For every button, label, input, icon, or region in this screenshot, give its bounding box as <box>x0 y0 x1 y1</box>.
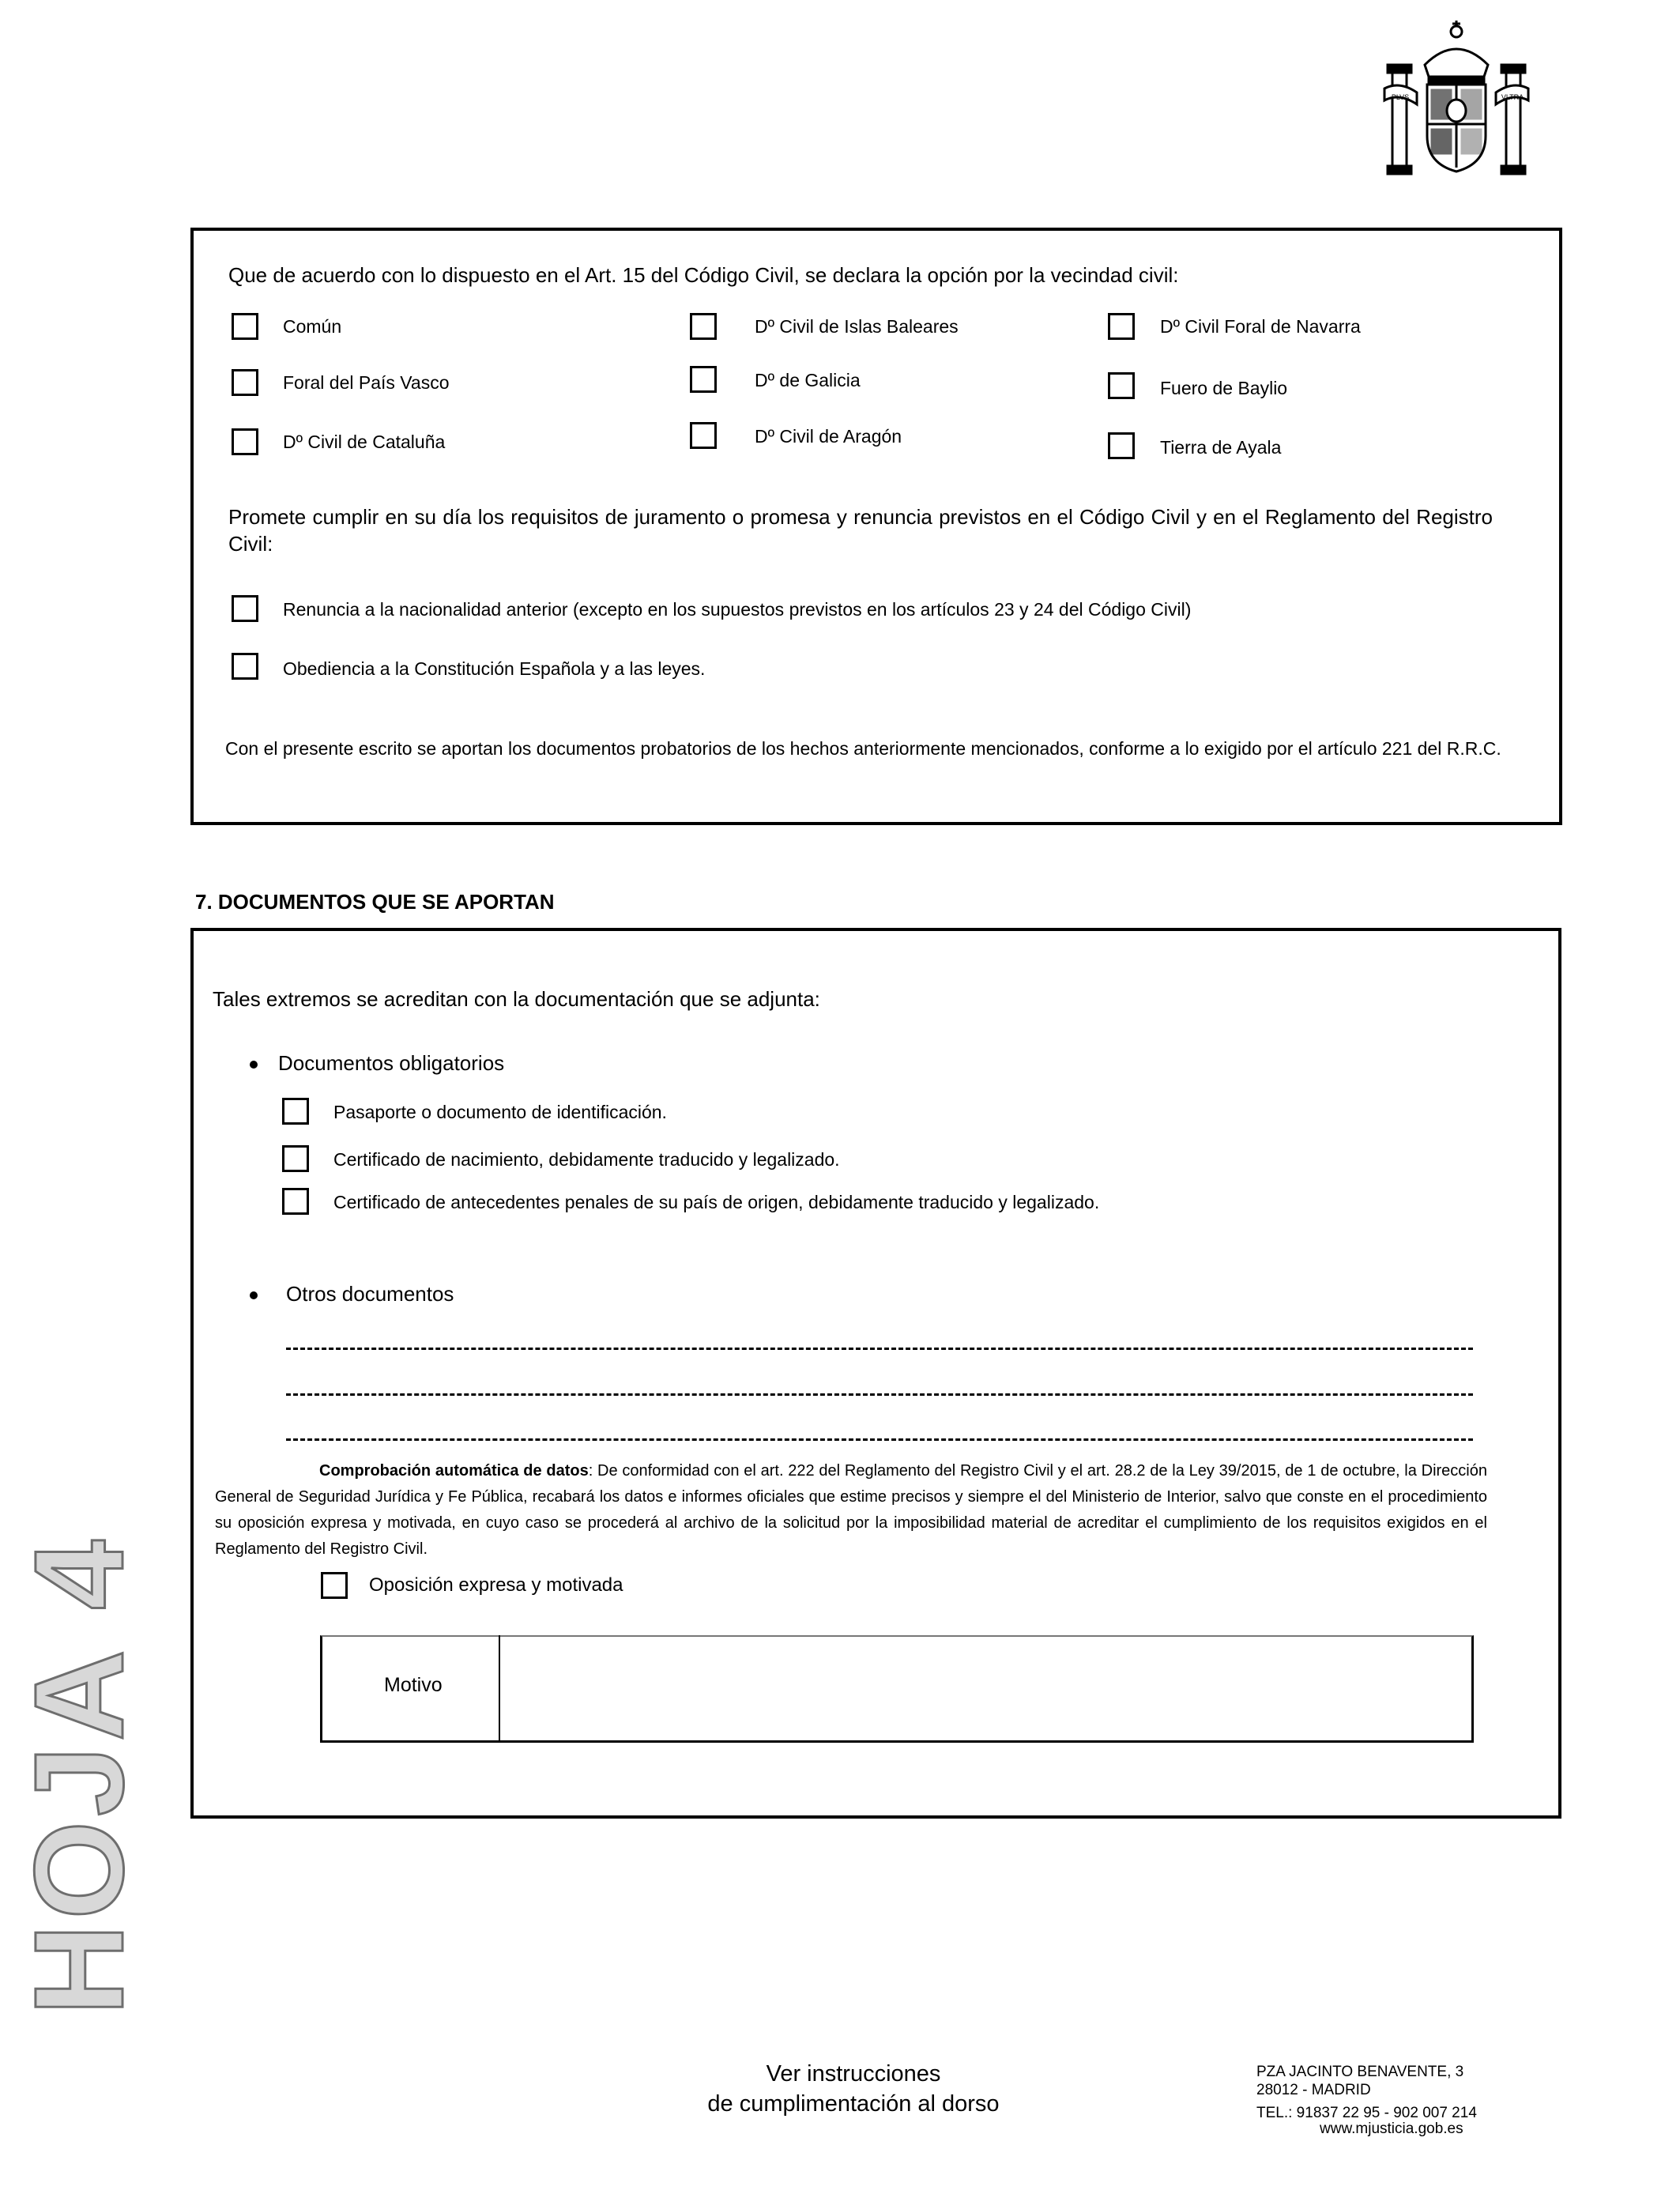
spain-coat-of-arms-icon <box>1381 17 1531 179</box>
checkbox-renuncia[interactable] <box>232 595 258 622</box>
motivo-divider <box>499 1635 500 1743</box>
comprobacion-text <box>215 1458 1487 1563</box>
option-label: Dº de Galicia <box>755 370 861 390</box>
vecindad-intro: Que de acuerdo con lo dispuesto en el Art. 15 del Código Civil, se declara la opción por la vecindad civil: <box>228 263 1179 287</box>
checkbox-comun[interactable] <box>232 313 258 340</box>
footer-address <box>1256 2063 1477 2138</box>
document-label: Certificado de antecedentes penales de su país de origen, debidamente traducido y legalizado. <box>333 1192 1100 1212</box>
checkbox-oposicion[interactable] <box>321 1572 348 1599</box>
checkbox-galicia[interactable] <box>690 366 717 393</box>
checkbox-pais-vasco[interactable] <box>232 369 258 396</box>
option-label: Tierra de Ayala <box>1160 437 1282 458</box>
checkbox-navarra[interactable] <box>1108 313 1135 340</box>
otros-line-2[interactable] <box>286 1393 1473 1396</box>
comprobacion-body: : De conformidad con el art. 222 del Reglamento del Registro Civil y el art. 28.2 de la Ley 39/2015, de 1 de octubre, la Dirección General de Seguridad Jurídica y Fe Pública, recabará los datos e informes oficiales que estime precisos y siempre el del Ministerio de Interior, salvo que conste en el procedimiento su oposición expresa y motivada, en cuyo caso se procederá al archivo de la solicitud por la imposibilidad material de acreditar el cumplimiento de los requisitos exigidos en el Reglamento del Registro Civil. <box>215 1462 1487 1558</box>
option-label: Fuero de Baylio <box>1160 378 1288 398</box>
renuncia-label: Renuncia a la nacionalidad anterior (excepto en los supuestos previstos en los artículos 23 y 24 del Código Civil) <box>283 599 1192 620</box>
option-label: Común <box>283 316 342 337</box>
footer-instructions <box>680 2059 1027 2119</box>
option-label: Dº Civil de Aragón <box>755 426 902 447</box>
document-label: Pasaporte o documento de identificación. <box>333 1102 667 1122</box>
document-label: Certificado de nacimiento, debidamente traducido y legalizado. <box>333 1149 840 1170</box>
aporte-text: Con el presente escrito se aportan los documentos probatorios de los hechos anteriormente mencionados, conforme a lo exigido por el artículo 221 del R.R.C. <box>225 738 1501 759</box>
otros-line-3[interactable] <box>286 1438 1473 1441</box>
comprobacion-title: Comprobación automática de datos <box>319 1462 589 1480</box>
phone: TEL.: 91837 22 95 - 902 007 214 <box>1256 2105 1477 2121</box>
address-line-2: 28012 - MADRID <box>1256 2082 1371 2098</box>
otros-line-1[interactable] <box>286 1348 1473 1350</box>
address-line-1: PZA JACINTO BENAVENTE, 3 <box>1256 2064 1464 2080</box>
checkbox-pasaporte[interactable] <box>282 1098 309 1125</box>
section7-title: 7. DOCUMENTOS QUE SE APORTAN <box>195 890 555 914</box>
svg-text:PLVS: PLVS <box>1391 93 1410 101</box>
sheet-side-label: HOJA 4 <box>8 1534 149 2015</box>
svg-text:VLTRA: VLTRA <box>1501 93 1524 101</box>
bullet-icon <box>250 1061 258 1069</box>
bullet-icon <box>250 1291 258 1299</box>
oposicion-label: Oposición expresa y motivada <box>369 1574 623 1596</box>
checkbox-aragon[interactable] <box>690 422 717 449</box>
instructions-line-1: Ver instrucciones <box>766 2061 941 2087</box>
obligatorios-label: Documentos obligatorios <box>278 1051 505 1075</box>
website-link[interactable]: www.mjusticia.gob.es <box>1320 2120 1463 2137</box>
checkbox-ayala[interactable] <box>1108 432 1135 459</box>
instructions-line-2: de cumplimentación al dorso <box>707 2091 1000 2117</box>
otros-label: Otros documentos <box>286 1282 454 1306</box>
checkbox-obediencia[interactable] <box>232 653 258 680</box>
checkbox-nacimiento[interactable] <box>282 1145 309 1172</box>
option-label: Dº Civil de Cataluña <box>283 432 446 452</box>
option-label: Dº Civil de Islas Baleares <box>755 316 959 337</box>
checkbox-baylio[interactable] <box>1108 372 1135 399</box>
checkbox-islas-baleares[interactable] <box>690 313 717 340</box>
section7-intro: Tales extremos se acreditan con la documentación que se adjunta: <box>213 987 820 1011</box>
option-label: Dº Civil Foral de Navarra <box>1160 316 1361 337</box>
obediencia-label: Obediencia a la Constitución Española y a las leyes. <box>283 658 706 679</box>
checkbox-cataluna[interactable] <box>232 428 258 455</box>
option-label: Foral del País Vasco <box>283 372 450 393</box>
promete-text: Promete cumplir en su día los requisitos de juramento o promesa y renuncia previstos en el Código Civil y en el Reglamento del Registro Civil: <box>228 505 1493 556</box>
motivo-field[interactable] <box>506 1640 1466 1738</box>
checkbox-antecedentes[interactable] <box>282 1188 309 1215</box>
motivo-label: Motivo <box>384 1674 443 1696</box>
